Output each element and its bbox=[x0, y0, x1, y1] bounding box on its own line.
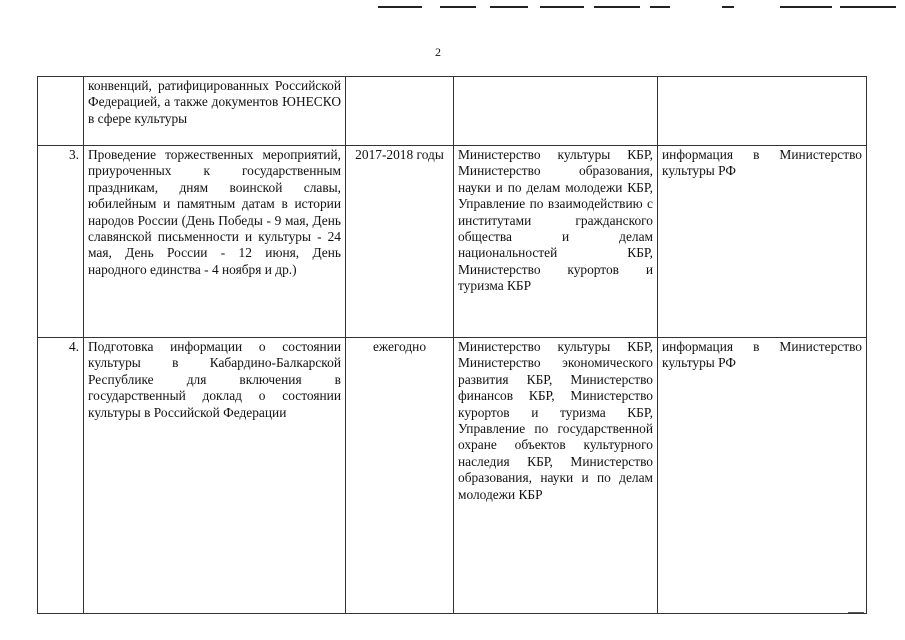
event-term: 2017-2018 годы bbox=[346, 146, 454, 338]
event-term bbox=[346, 77, 454, 146]
event-result bbox=[658, 77, 867, 146]
row-number: 3. bbox=[38, 146, 84, 338]
scan-artifact bbox=[594, 6, 640, 8]
event-executors: Министерство культуры КБР, Министерство экономического развития КБР, Министерство финансов КБР, Министерство курортов и туризма КБР, Управление по государственной охране объектов культурного наследия КБР, Министерство образования, науки и по делам молодежи КБР bbox=[454, 338, 658, 614]
event-result: информация в Министерство культуры РФ bbox=[658, 338, 867, 614]
scan-artifact bbox=[540, 6, 584, 8]
scan-artifact bbox=[840, 6, 896, 8]
table-row bbox=[38, 77, 867, 146]
table-row bbox=[38, 146, 867, 338]
event-executors bbox=[454, 77, 658, 146]
page-number: 2 bbox=[435, 45, 441, 59]
scan-artifact bbox=[780, 6, 832, 8]
scan-artifact bbox=[378, 6, 422, 8]
scan-artifact bbox=[650, 6, 670, 8]
event-description: конвенций, ратифицированных Российской Федерацией, а также документов ЮНЕСКО в сфере культуры bbox=[84, 77, 346, 146]
table-row bbox=[38, 338, 867, 614]
scan-artifact bbox=[440, 6, 476, 8]
event-description: Подготовка информации о состоянии культуры в Кабардино-Балкарской Республике для включения в государственный доклад о состоянии культуры в Российской Федерации bbox=[84, 338, 346, 614]
row-number bbox=[38, 77, 84, 146]
plan-table bbox=[37, 76, 867, 614]
event-description: Проведение торжественных мероприятий, приуроченных к государственным праздникам, дням воинской славы, юбилейным и памятным датам в истории народов России (День Победы - 9 мая, День славянской письменности и культуры - 24 мая, День России - 12 июня, День народного единства - 4 ноября и др.) bbox=[84, 146, 346, 338]
scan-artifact bbox=[490, 6, 528, 8]
row-number: 4. bbox=[38, 338, 84, 614]
scan-artifact bbox=[848, 612, 864, 613]
event-executors: Министерство культуры КБР, Министерство образования, науки и по делам молодежи КБР, Управление по взаимодействию с институтами гражданского общества и делам национальностей КБР, Министерство курортов и туризма КБР bbox=[454, 146, 658, 338]
event-term: ежегодно bbox=[346, 338, 454, 614]
event-result: информация в Министерство культуры РФ bbox=[658, 146, 867, 338]
scan-artifact bbox=[722, 6, 734, 8]
